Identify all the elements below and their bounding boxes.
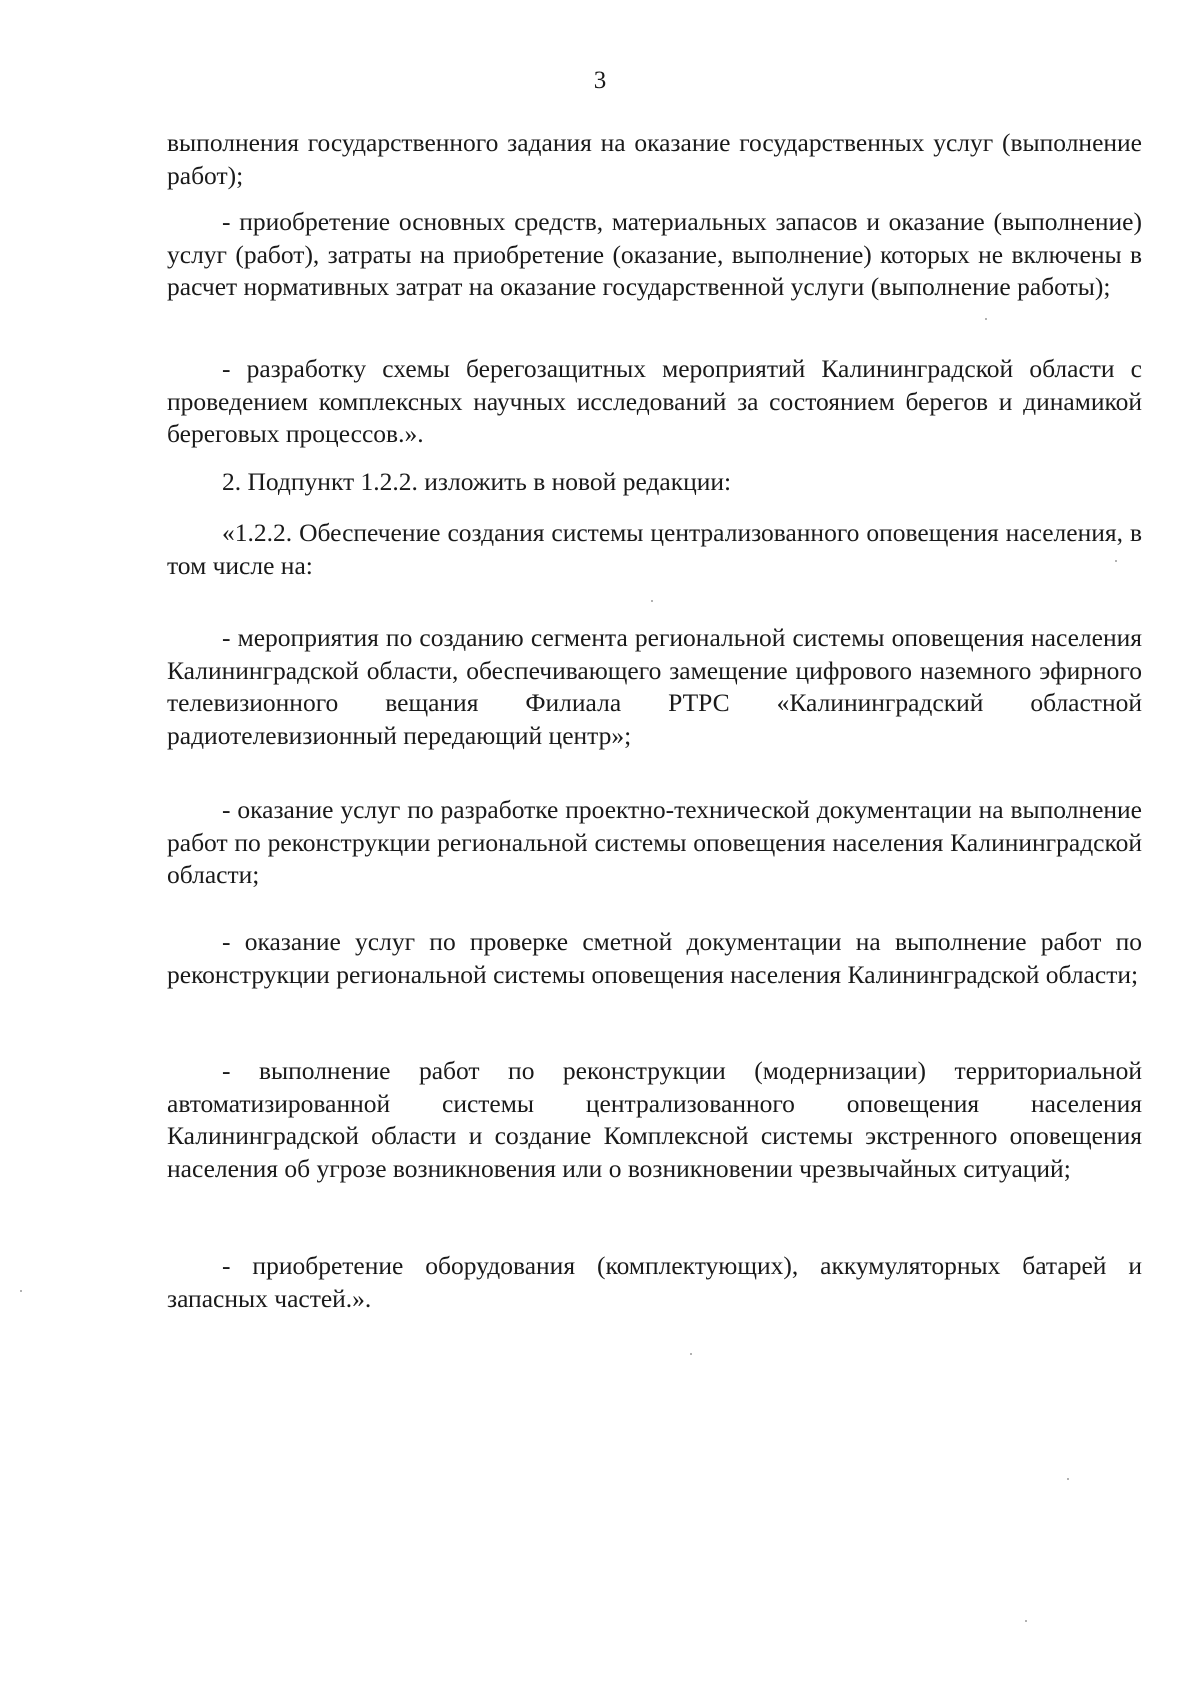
scan-speck — [20, 1290, 22, 1292]
page-number: 3 — [593, 67, 607, 94]
paragraph-8: - оказание услуг по проверке сметной документации на выполнение работ по реконструкции региональной системы оповещения населения Калининградской области; — [167, 927, 1142, 989]
scan-speck — [985, 318, 987, 320]
paragraph-2: - приобретение основных средств, материальных запасов и оказание (выполнение) услуг (работ), затраты на приобретение (оказание, выполнение) которых не включены в расчет нормативных затрат на оказание государственной услуги (выполнение работы); — [167, 207, 1142, 301]
paragraph-4: 2. Подпункт 1.2.2. изложить в новой редакции: — [222, 467, 732, 496]
scan-speck — [1067, 1478, 1069, 1480]
paragraph-1: выполнения государственного задания на оказание государственных услуг (выполнение работ); — [167, 128, 1142, 190]
scan-speck — [1115, 560, 1117, 562]
paragraph-7: - оказание услуг по разработке проектно-технической документации на выполнение работ по реконструкции региональной системы оповещения населения Калининградской области; — [167, 795, 1142, 889]
paragraph-6: - мероприятия по созданию сегмента региональной системы оповещения населения Калининградской области, обеспечивающего замещение цифрового наземного эфирного телевизионного вещания Филиала РТРС «Калининградский областной радиотелевизионный передающий центр»; — [167, 623, 1142, 750]
paragraph-3: - разработку схемы берегозащитных мероприятий Калининградской области с проведением комплексных научных исследований за состоянием берегов и динамикой береговых процессов.». — [167, 354, 1142, 448]
paragraph-10: - приобретение оборудования (комплектующих), аккумуляторных батарей и запасных частей.». — [167, 1251, 1142, 1313]
scan-speck — [690, 1353, 692, 1355]
paragraph-9: - выполнение работ по реконструкции (модернизации) территориальной автоматизированной системы централизованного оповещения населения Калининградской области и создание Комплексной системы экстренного оповещения населения об угрозе возникновения или о возникновении чрезвычайных ситуаций; — [167, 1056, 1142, 1183]
scan-speck — [651, 600, 653, 602]
paragraph-5: «1.2.2. Обеспечение создания системы централизованного оповещения населения, в том числе на: — [167, 518, 1142, 580]
scan-speck — [1025, 1620, 1027, 1622]
